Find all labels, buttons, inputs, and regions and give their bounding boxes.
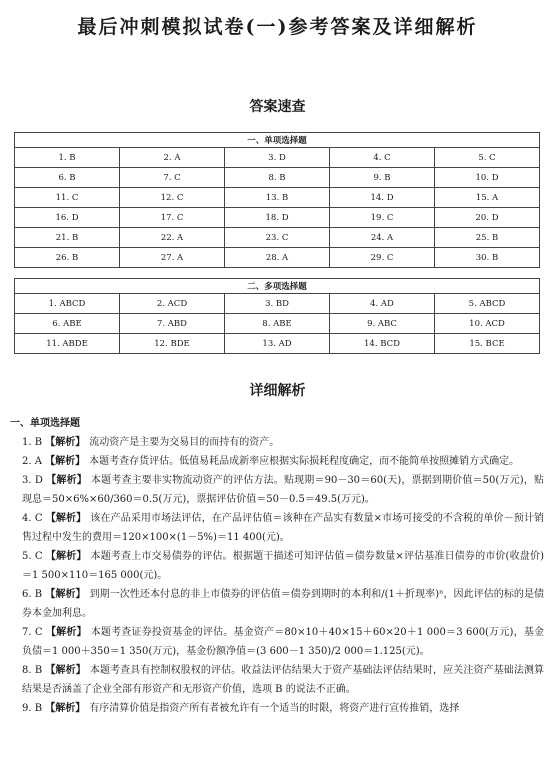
single-choice-label: 一、单项选择题 xyxy=(15,133,540,148)
answer-cell: 11. C xyxy=(15,188,120,208)
explanation-item xyxy=(10,509,544,547)
answer-cell: 7. C xyxy=(120,168,225,188)
explanation-text: 到期一次性还本付息的非上市债券的评估值＝债券到期时的本利和/(1＋折现率)ⁿ，因此评估的标的是债券本金加利息。 xyxy=(22,589,545,619)
answer-cell: 3. D xyxy=(225,148,330,168)
explanation-number: 6. B xyxy=(22,589,43,600)
explanation-list xyxy=(10,433,544,718)
answer-cell: 21. B xyxy=(15,228,120,248)
answer-cell: 24. A xyxy=(330,228,435,248)
explanation-number: 9. B xyxy=(22,703,43,714)
explanation-tag: 【解析】 xyxy=(45,589,86,600)
answer-row xyxy=(15,148,540,168)
explanation-item xyxy=(10,623,544,661)
answer-row xyxy=(15,314,540,334)
answer-cell: 8. ABE xyxy=(225,314,330,334)
answer-cell: 12. BDE xyxy=(120,334,225,354)
answer-cell: 19. C xyxy=(330,208,435,228)
explanation-text: 本题考查上市交易债券的评估。根据题干描述可知评估值＝债券数量×评估基准日债券的市价(收盘价)＝1 500×110＝165 000(元)。 xyxy=(22,551,545,581)
explanation-body xyxy=(22,471,544,509)
explanation-number: 1. B xyxy=(22,437,43,448)
answer-row xyxy=(15,294,540,314)
explanation-number: 7. C xyxy=(22,627,43,638)
explanation-text: 本题考查存货评估。低值易耗品成新率应根据实际损耗程度确定，而不能简单按照摊销方式确定。 xyxy=(89,456,520,467)
explanation-body xyxy=(22,661,544,699)
answer-cell: 14. BCD xyxy=(330,334,435,354)
answer-cell: 15. BCE xyxy=(435,334,540,354)
explanation-text: 本题考查具有控制权股权的评估。收益法评估结果大于资产基础法评估结果时，应关注资产基础法测算结果是否涵盖了企业全部有形资产和无形资产价值，选项 B 的说法不正确。 xyxy=(22,665,545,695)
explanation-item xyxy=(10,661,544,699)
document-title: 最后冲刺模拟试卷(一)参考答案及详细解析 xyxy=(77,16,478,38)
answer-row xyxy=(15,168,540,188)
detail-heading: 详细解析 xyxy=(249,383,306,399)
explanation-number: 8. B xyxy=(22,665,43,676)
explanation-tag: 【解析】 xyxy=(45,627,87,638)
explanation-number: 3. D xyxy=(22,475,43,486)
answer-cell: 4. C xyxy=(330,148,435,168)
answers-heading: 答案速查 xyxy=(249,99,306,115)
answer-cell: 3. BD xyxy=(225,294,330,314)
explanation-number: 4. C xyxy=(22,513,43,524)
answer-cell: 6. ABE xyxy=(15,314,120,334)
answer-cell: 30. B xyxy=(435,248,540,268)
explanation-body xyxy=(22,452,544,471)
answer-cell: 11. ABDE xyxy=(15,334,120,354)
answer-cell: 1. B xyxy=(15,148,120,168)
answer-cell: 13. B xyxy=(225,188,330,208)
answer-cell: 10. ACD xyxy=(435,314,540,334)
explanation-number: 5. C xyxy=(22,551,43,562)
single-choice-answer-table xyxy=(14,132,540,268)
explanation-body xyxy=(22,585,544,623)
answer-cell: 2. A xyxy=(120,148,225,168)
answer-cell: 8. B xyxy=(225,168,330,188)
answer-cell: 5. ABCD xyxy=(435,294,540,314)
explanation-body xyxy=(22,509,544,547)
explanation-item xyxy=(10,433,544,452)
answer-cell: 17. C xyxy=(120,208,225,228)
answer-cell: 16. D xyxy=(15,208,120,228)
explanation-tag: 【解析】 xyxy=(45,665,86,676)
multi-choice-label: 二、多项选择题 xyxy=(15,279,540,294)
explanation-item xyxy=(10,585,544,623)
answer-cell: 7. ABD xyxy=(120,314,225,334)
answer-cell: 4. AD xyxy=(330,294,435,314)
answer-cell: 10. D xyxy=(435,168,540,188)
answer-cell: 27. A xyxy=(120,248,225,268)
explanation-section xyxy=(10,414,544,718)
explanation-item xyxy=(10,699,544,718)
explanation-number: 2. A xyxy=(22,456,42,467)
explanation-body xyxy=(22,699,544,718)
answer-cell: 18. D xyxy=(225,208,330,228)
explanation-tag: 【解析】 xyxy=(45,437,86,448)
explanation-text: 该在产品采用市场法评估，在产品评估值＝该种在产品实有数量×市场可接受的不含税的单价－预计销售过程中发生的费用＝120×100×(1－5%)＝11 400(元)。 xyxy=(22,513,544,543)
explanation-item xyxy=(10,452,544,471)
explanation-item xyxy=(10,471,544,509)
explanation-tag: 【解析】 xyxy=(45,456,86,467)
answer-cell: 12. C xyxy=(120,188,225,208)
explanation-text: 流动资产是主要为交易目的而持有的资产。 xyxy=(89,437,280,448)
answer-cell: 14. D xyxy=(330,188,435,208)
explanation-item xyxy=(10,547,544,585)
explanation-tag: 【解析】 xyxy=(45,703,86,714)
explanation-body xyxy=(22,433,544,452)
answer-cell: 25. B xyxy=(435,228,540,248)
answer-cell: 2. ACD xyxy=(120,294,225,314)
answer-row xyxy=(15,228,540,248)
explanation-body xyxy=(22,547,544,585)
answer-cell: 26. B xyxy=(15,248,120,268)
answer-cell: 1. ABCD xyxy=(15,294,120,314)
explanation-tag: 【解析】 xyxy=(45,551,87,562)
answer-row xyxy=(15,188,540,208)
answer-cell: 28. A xyxy=(225,248,330,268)
multi-choice-answer-table xyxy=(14,278,540,354)
explanation-tag: 【解析】 xyxy=(46,475,87,486)
answer-row xyxy=(15,248,540,268)
detail-section-title: 一、单项选择题 xyxy=(10,418,80,429)
answer-cell: 20. D xyxy=(435,208,540,228)
answer-cell: 5. C xyxy=(435,148,540,168)
explanation-text: 本题考查证券投资基金的评估。基金资产＝80×10＋40×15＋60×20＋1 000＝3 600(万元)，基金负债＝1 000＋350＝1 350(万元)，基金份额净值＝(3 600－1 350)/2 000＝1.125(元)。 xyxy=(22,627,545,657)
answer-cell: 9. ABC xyxy=(330,314,435,334)
answer-cell: 9. B xyxy=(330,168,435,188)
answer-cell: 6. B xyxy=(15,168,120,188)
answer-cell: 23. C xyxy=(225,228,330,248)
answer-row xyxy=(15,208,540,228)
explanation-tag: 【解析】 xyxy=(45,513,87,524)
explanation-body xyxy=(22,623,544,661)
answer-cell: 22. A xyxy=(120,228,225,248)
answer-row xyxy=(15,334,540,354)
answer-cell: 15. A xyxy=(435,188,540,208)
answer-cell: 29. C xyxy=(330,248,435,268)
answer-cell: 13. AD xyxy=(225,334,330,354)
explanation-text: 有序清算价值是指资产所有者被允许有一个适当的时限，将资产进行宣传推销，选择 xyxy=(89,703,460,714)
explanation-text: 本题考查主要非实物流动资产的评估方法。贴现期＝90－30＝60(天)，票据到期价值＝50(万元)，贴现息＝50×6%×60/360＝0.5(万元)，票据评估价值＝50－0.5＝49.5(万元)。 xyxy=(22,475,544,505)
